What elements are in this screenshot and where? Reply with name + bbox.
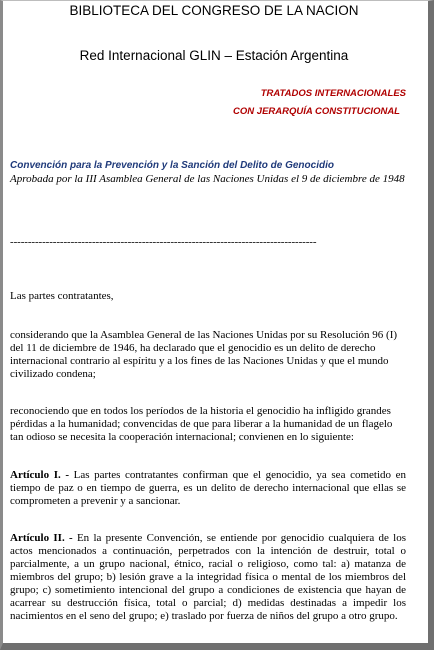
- library-header: BIBLIOTECA DEL CONGRESO DE LA NACION: [69, 3, 359, 18]
- separator-line: --------------------------------------------------------------------------------------: [10, 236, 317, 248]
- recognizing-paragraph: reconociendo que en todos los períodos de la historia el genocidio ha infligido grandes pérdidas a la humanidad; convencidas de que para liberar a la humanidad de un flagelo tan odioso se necesita la cooperación internacional; convienen en lo siguiente:: [10, 405, 393, 443]
- article-2-text: En la presente Convención, se entiende por genocidio cualquiera de los actos mencionados a continuación, perpetrados con la intención de destruir, total o parcialmente, a un grupo nacional, étnico, racial o religioso, como tal: a) matanza de miembros del grupo; b) lesión grave a la integridad física o mental de los miembros del grupo; c) sometimiento intencional del grupo a condiciones de existencia que hayan de acarrear su destrucción física, total o parcial; d) medidas destinadas a impedir los nacimientos en el seno del grupo; e) traslado por fuerza de niños del grupo a otro grupo.: [10, 532, 407, 622]
- article-1-text: Las partes contratantes confirman que el genocidio, ya sea cometido en tiempo de paz o en tiempo de guerra, es un delito de derecho internacional que ellas se comprometen a prevenir y a sancionar.: [10, 469, 406, 507]
- considering-paragraph: considerando que la Asamblea General de las Naciones Unidas por su Resolución 96 (I) del 11 de diciembre de 1946, ha declarado que el genocidio es un delito de derecho internacional contrario al espíritu y a los fines de las Naciones Unidas y que el mundo civilizado condena;: [10, 329, 398, 380]
- category-line-2: CON JERARQUÍA CONSTITUCIONAL: [233, 106, 400, 117]
- article-2-label: Artículo II. -: [10, 532, 73, 544]
- category-line-1: TRATADOS INTERNACIONALES: [260, 88, 406, 99]
- convention-subtitle: Aprobada por la III Asamblea General de las Naciones Unidas el 9 de diciembre de 1948: [10, 173, 405, 185]
- article-1-label: Artículo I. -: [10, 469, 70, 481]
- network-header: Red Internacional GLIN – Estación Argentina: [79, 48, 349, 63]
- convention-title: Convención para la Prevención y la Sanción del Delito de Genocidio: [10, 160, 334, 171]
- intro-paragraph: Las partes contratantes,: [10, 290, 114, 302]
